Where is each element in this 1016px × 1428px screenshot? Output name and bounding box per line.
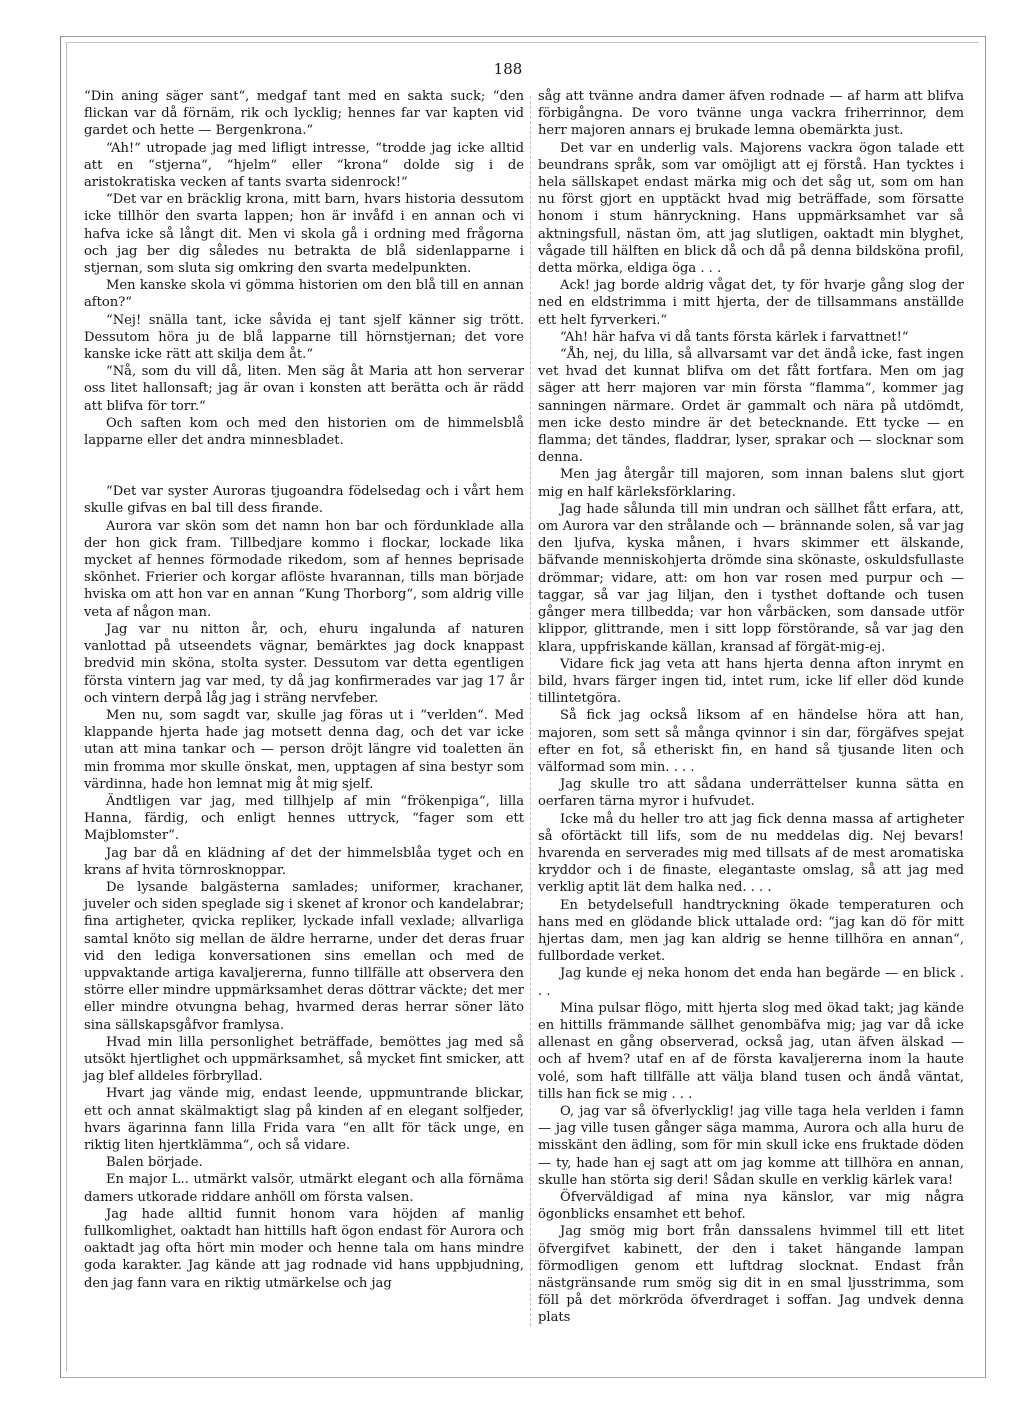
paragraph: Men jag återgår till majoren, som innan balens slut gjort mig en half kärleksförklaring. (538, 467, 964, 500)
paragraph: Det var en underlig vals. Majorens vackra ögon talade ett beundrans språk, som var omöjligt att ej förstå. Han tycktes i hela sällskapet endast märka mig och det såg ut, som om han nu först gjort en upptäckt hvad mig beträffade, som försatte honom i stum hänryckning. Hans uppmärksamhet var så aktningsfull, nästan öm, att jag slutligen, oaktadt min blyghet, vågade till hälften en blick då och då på denna bildsköna profil, detta mörka, eldiga öga . . . (538, 140, 964, 277)
paragraph: Och saften kom och med den historien om de himmelsblå lapparne eller det andra minnesbladet. (84, 415, 524, 449)
paragraph: “Ah! här hafva vi då tants första kärlek i farvattnet!“ (560, 329, 909, 345)
paragraph: Jag skulle tro att sådana underrättelser kunna sätta en oerfaren tärna myror i hufvudet. (538, 777, 964, 810)
paragraph: Jag bar då en klädning af det der himmelsblåa tyget och en krans af hvita törnrosknoppar. (84, 845, 524, 878)
paragraph: Hvart jag vände mig, endast leende, uppmuntrande blickar, ett och annat skälmaktigt slag på kinden af en elegant solfjeder, hvars ägarinna fann lilla Frida vara “en allt för täck unge, en riktig liten hjertklämma“, och så vidare. (84, 1086, 524, 1153)
paragraph: Så fick jag också liksom af en händelse höra att han, majoren, som sett så många qvinnor i sin dar, förgäfves spejat efter en fot, så etheriskt fin, en hand så tjusande liten och välformad som min. . . . (538, 708, 964, 775)
paragraph: De lysande balgästerna samlades; uniformer, krachaner, juveler och siden speglade sig i skenet af kronor och kandelabrar; fina artigheter, qvicka repliker, lyckade infall vexlade; allvarliga samtal knöto sig mellan de äldre herrarne, under det deras fruar vid den lediga konversationen sins emellan och med de uppvaktande artiga kavaljererna, funno tillfälle att observera den större eller mindre uppmärksamhet deras döttrar väckte; det mer eller mindre otvungna behag, hvarmed deras herrar söner läto sina sällskapsgåfvor framlysa. (84, 879, 524, 1033)
paragraph: En major L.. utmärkt valsör, utmärkt elegant och alla förnäma damers utkorade riddare anhöll om första valsen. (84, 1172, 524, 1205)
paragraph: “Åh, nej, du lilla, så allvarsamt var det ändå icke, fast ingen vet hvad det kunnat blifva om det fått fortfara. Men om jag säger att herr majoren var min första “flamma“, kommer jag sanningen närmare. Ordet är gammalt och nära på utdömdt, men icke desto mindre är det betecknande. Ett tycke — en flamma; det tändes, fladdrar, lyser, sprakar och — slocknar som denna. (538, 347, 964, 466)
section-break (84, 449, 524, 483)
paragraph: “Ah!“ utropade jag med lifligt intresse, “trodde jag icke alltid att en “stjerna“, “hjelm“ eller “krona“ dolde sig i de aristokratiska vecken af tants svarta sidenrock!“ (84, 140, 524, 191)
paragraph: Men kanske skola vi gömma historien om den blå till en annan afton?“ (84, 278, 524, 311)
paragraph: Öfverväldigad af mina nya känslor, var mig några ögonblicks ensamhet ett behof. (538, 1190, 964, 1223)
right-column (538, 88, 964, 1327)
paragraph: “Nej! snälla tant, icke såvida ej tant sjelf känner sig trött. Dessutom höra ju de blå lapparne till hörnstjernan; det vore kanske icke rätt att skilja dem åt.“ (84, 312, 524, 363)
page-number: 188 (493, 60, 523, 78)
paragraph: Jag smög mig bort från danssalens hvimmel till ett litet öfvergifvet kabinett, der den i taket hängande lampan förmodligen genom ett luftdrag slocknat. Endast från nästgränsande rum smög sig dit in en smal ljusstrimma, som föll på det mörkröda öfverdraget i soffan. Jag undvek denna plats (538, 1224, 964, 1326)
paragraph: Jag hade alltid funnit honom vara höjden af manlig fullkomlighet, oaktadt han hittills haft ögon endast för Aurora och oaktadt jag ofta hört min moder och henne tala om hans mindre goda karakter. Jag kände att jag rodnade vid hans uppbjudning, den jag fann vara en riktig utmärkelse och jag (84, 1206, 524, 1291)
paragraph: Balen började. (106, 1155, 203, 1171)
paragraph: Aurora var skön som det namn hon bar och fördunklade alla der hon gick fram. Tillbedjare kommo i flockar, lockade lika mycket af hennes förmodade rikedom, som af hennes beprisade skönhet. Frierier och korgar aflöste hvarannan, tills man började hviska om att hon var en annan “Kung Thorborg“, som aldrig ville veta af någon man. (84, 518, 524, 620)
paragraph: Jag hade sålunda till min undran och sällhet fått erfara, att, om Aurora var den strålande och — brännande solen, så var jag den ljufva, kyska månen, i hvars skimmer ett älskande, bäfvande menniskohjerta drömde sina skönaste, oskuldsfullaste drömmar; vidare, att: om hon var rosen med purpur och — taggar, så var jag liljan, den i tysthet doftande och tusen gånger mera tillbedda; var hon vårbäcken, som dansade utför klippor, glittrande, men i sitt lopp förstörande, så var jag den klara, uppfriskande källan, kransad af förgät-mig-ej. (538, 501, 964, 655)
paragraph: Jag var nu nitton år, och, ehuru ingalunda af naturen vanlottad på utseendets vägnar, bemärktes jag dock knappast bredvid min sköna, stolta syster. Dessutom var detta egentligen första vintern jag var med, ty då jag konfirmerades var jag 17 år och vintern derpå låg jag i sträng nervfeber. (84, 621, 524, 706)
paragraph: Ändtligen var jag, med tillhjelp af min “frökenpiga“, lilla Hanna, färdig, och enligt hennes uttryck, “fager som ett Majblomster“. (84, 793, 524, 844)
paragraph: Hvad min lilla personlighet beträffade, bemöttes jag med så utsökt hjertlighet och uppmärksamhet, så mycket fint smicker, att jag blef alldeles förbryllad. (84, 1034, 524, 1085)
paragraph: “Det var en bräcklig krona, mitt barn, hvars historia dessutom icke tillhör den svarta lappen; hon är invåfd i en annan och vi hafva icke så långt dit. Men vi skola gå i ordning med frågorna och jag ber dig således nu betrakta de blå sidenlapparne i stjernan, som sluta sig omkring den svarta medelpunkten. (84, 192, 524, 277)
paragraph: Icke må du heller tro att jag fick denna massa af artigheter så oförtäckt till lifs, som de nu meddelas dig. Nej bevars! hvarenda en serverades mig med tillsats af de mest aromatiska kryddor och i de finaste, elegantaste omslag, så att jag med verklig aptit lät dem halka ned. . . . (538, 811, 964, 896)
paragraph: Jag kunde ej neka honom det enda han begärde — en blick . . . (538, 966, 964, 999)
paragraph: “Det var syster Auroras tjugoandra födelsedag och i vårt hem skulle gifvas en bal till dess firande. (84, 484, 524, 517)
paragraph: Vidare fick jag veta att hans hjerta denna afton inrymt en bild, hvars färger ingen tid, intet rum, icke lif eller död kunde tillintetgöra. (538, 656, 964, 707)
paragraph: såg att tvänne andra damer äfven rodnade — af harm att blifva förbigångna. De voro tvänne unga vackra friherrinnor, dem herr majoren annars ej brukade lemna obemärkta just. (538, 89, 964, 139)
paragraph: En betydelsefull handtryckning ökade temperaturen och hans med en glödande blick uttalade ord: “jag kan dö för mitt hjertas dam, men jag kan aldrig se henne tillhöra en annan“, fullbordade verket. (538, 897, 964, 965)
left-column (84, 88, 524, 1292)
paragraph: “Din aning säger sant“, medgaf tant med en sakta suck; “den flickan var då förnäm, rik och lycklig; hennes far var kapten vid gardet och hette — Bergenkrona.“ (84, 89, 524, 139)
paragraph: “Nå, som du vill då, liten. Men säg åt Maria att hon serverar oss litet hallonsaft; jag är ovan i konsten att berätta och är rädd att blifva för torr.“ (84, 364, 524, 414)
paragraph: Men nu, som sagdt var, skulle jag föras ut i “verlden“. Med klappande hjerta hade jag motsett denna dag, och det var icke utan att mina tankar och — person dröjt längre vid toaletten än min fromma mor skulle önskat, men, upptagen af sina bestyr som värdinna, hade hon lemnat mig åt mig sjelf. (84, 707, 524, 792)
column-divider (530, 96, 531, 1326)
paragraph: Ack! jag borde aldrig vågat det, ty för hvarje gång slog der ned en eldstrimma i mitt hjerta, der de tillsammans anställde ett helt fyrverkeri.“ (538, 278, 964, 328)
paragraph: O, jag var så öfverlycklig! jag ville taga hela verlden i famn — jag ville tusen gånger säga mamma, Aurora och alla huru de misskänt den ädling, som för min skull icke ens fruktade döden — ty, hade han ej sagt att om jag komme att tillhöra en annan, skulle han störta sig deri! Sådan skulle en verklig kärlek vara! (538, 1103, 964, 1188)
paragraph: Mina pulsar flögo, mitt hjerta slog med ökad takt; jag kände en hittills främmande sällhet genombäfva mig; jag var då icke allenast en gång observerad, också jag, utan äfven älskad — och af hvem? utaf en af de första kavaljererna inom la haute volé, som haft tillfälle att välja bland tusen och ändå väntat, tills han fick se mig . . . (538, 1000, 964, 1102)
